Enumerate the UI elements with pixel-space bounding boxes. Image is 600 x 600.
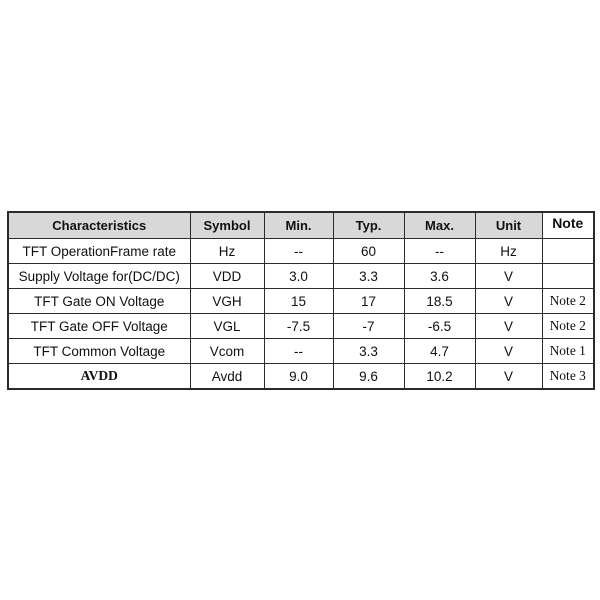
- row-unit: V: [475, 314, 542, 339]
- row-unit: Hz: [475, 239, 542, 264]
- row-min: 3.0: [264, 264, 333, 289]
- row-symbol: VGH: [190, 289, 264, 314]
- row-min: --: [264, 339, 333, 364]
- row-symbol: Avdd: [190, 364, 264, 390]
- row-note: Note 3: [542, 364, 594, 390]
- row-characteristic: TFT Gate OFF Voltage: [8, 314, 190, 339]
- row-typ: 3.3: [333, 264, 404, 289]
- table-row: [8, 314, 594, 339]
- row-unit: V: [475, 364, 542, 390]
- row-unit: V: [475, 339, 542, 364]
- row-typ: 60: [333, 239, 404, 264]
- row-min: --: [264, 239, 333, 264]
- row-symbol: VDD: [190, 264, 264, 289]
- row-min: -7.5: [264, 314, 333, 339]
- header-typ: Typ.: [333, 212, 404, 239]
- table-row: [8, 339, 594, 364]
- row-typ: 17: [333, 289, 404, 314]
- header-max: Max.: [404, 212, 475, 239]
- electrical-characteristics-table: [7, 211, 595, 390]
- row-max: 4.7: [404, 339, 475, 364]
- header-note-label: Note: [552, 215, 584, 231]
- table-row: [8, 239, 594, 264]
- row-symbol: Hz: [190, 239, 264, 264]
- row-typ: 3.3: [333, 339, 404, 364]
- row-symbol: Vcom: [190, 339, 264, 364]
- row-min: 15: [264, 289, 333, 314]
- header-symbol: Symbol: [190, 212, 264, 239]
- row-note: Note 2: [542, 314, 594, 339]
- row-max: --: [404, 239, 475, 264]
- row-symbol: VGL: [190, 314, 264, 339]
- row-max: 10.2: [404, 364, 475, 390]
- row-note: Note 2: [542, 289, 594, 314]
- row-typ: 9.6: [333, 364, 404, 390]
- row-unit: V: [475, 264, 542, 289]
- row-note: Note 1: [542, 339, 594, 364]
- header-note: [542, 212, 594, 239]
- header-characteristics: Characteristics: [8, 212, 190, 239]
- row-characteristic: TFT OperationFrame rate: [8, 239, 190, 264]
- row-characteristic: Supply Voltage for(DC/DC): [8, 264, 190, 289]
- row-max: 18.5: [404, 289, 475, 314]
- table-row: [8, 289, 594, 314]
- table-row: [8, 264, 594, 289]
- row-max: 3.6: [404, 264, 475, 289]
- header-min: Min.: [264, 212, 333, 239]
- row-unit: V: [475, 289, 542, 314]
- row-note: [542, 239, 594, 264]
- row-typ: -7: [333, 314, 404, 339]
- row-max: -6.5: [404, 314, 475, 339]
- row-note: [542, 264, 594, 289]
- row-characteristic: TFT Common Voltage: [8, 339, 190, 364]
- header-row: [8, 212, 594, 239]
- row-min: 9.0: [264, 364, 333, 390]
- header-unit: Unit: [475, 212, 542, 239]
- row-characteristic: AVDD: [8, 364, 190, 390]
- row-characteristic: TFT Gate ON Voltage: [8, 289, 190, 314]
- table-row: [8, 364, 594, 390]
